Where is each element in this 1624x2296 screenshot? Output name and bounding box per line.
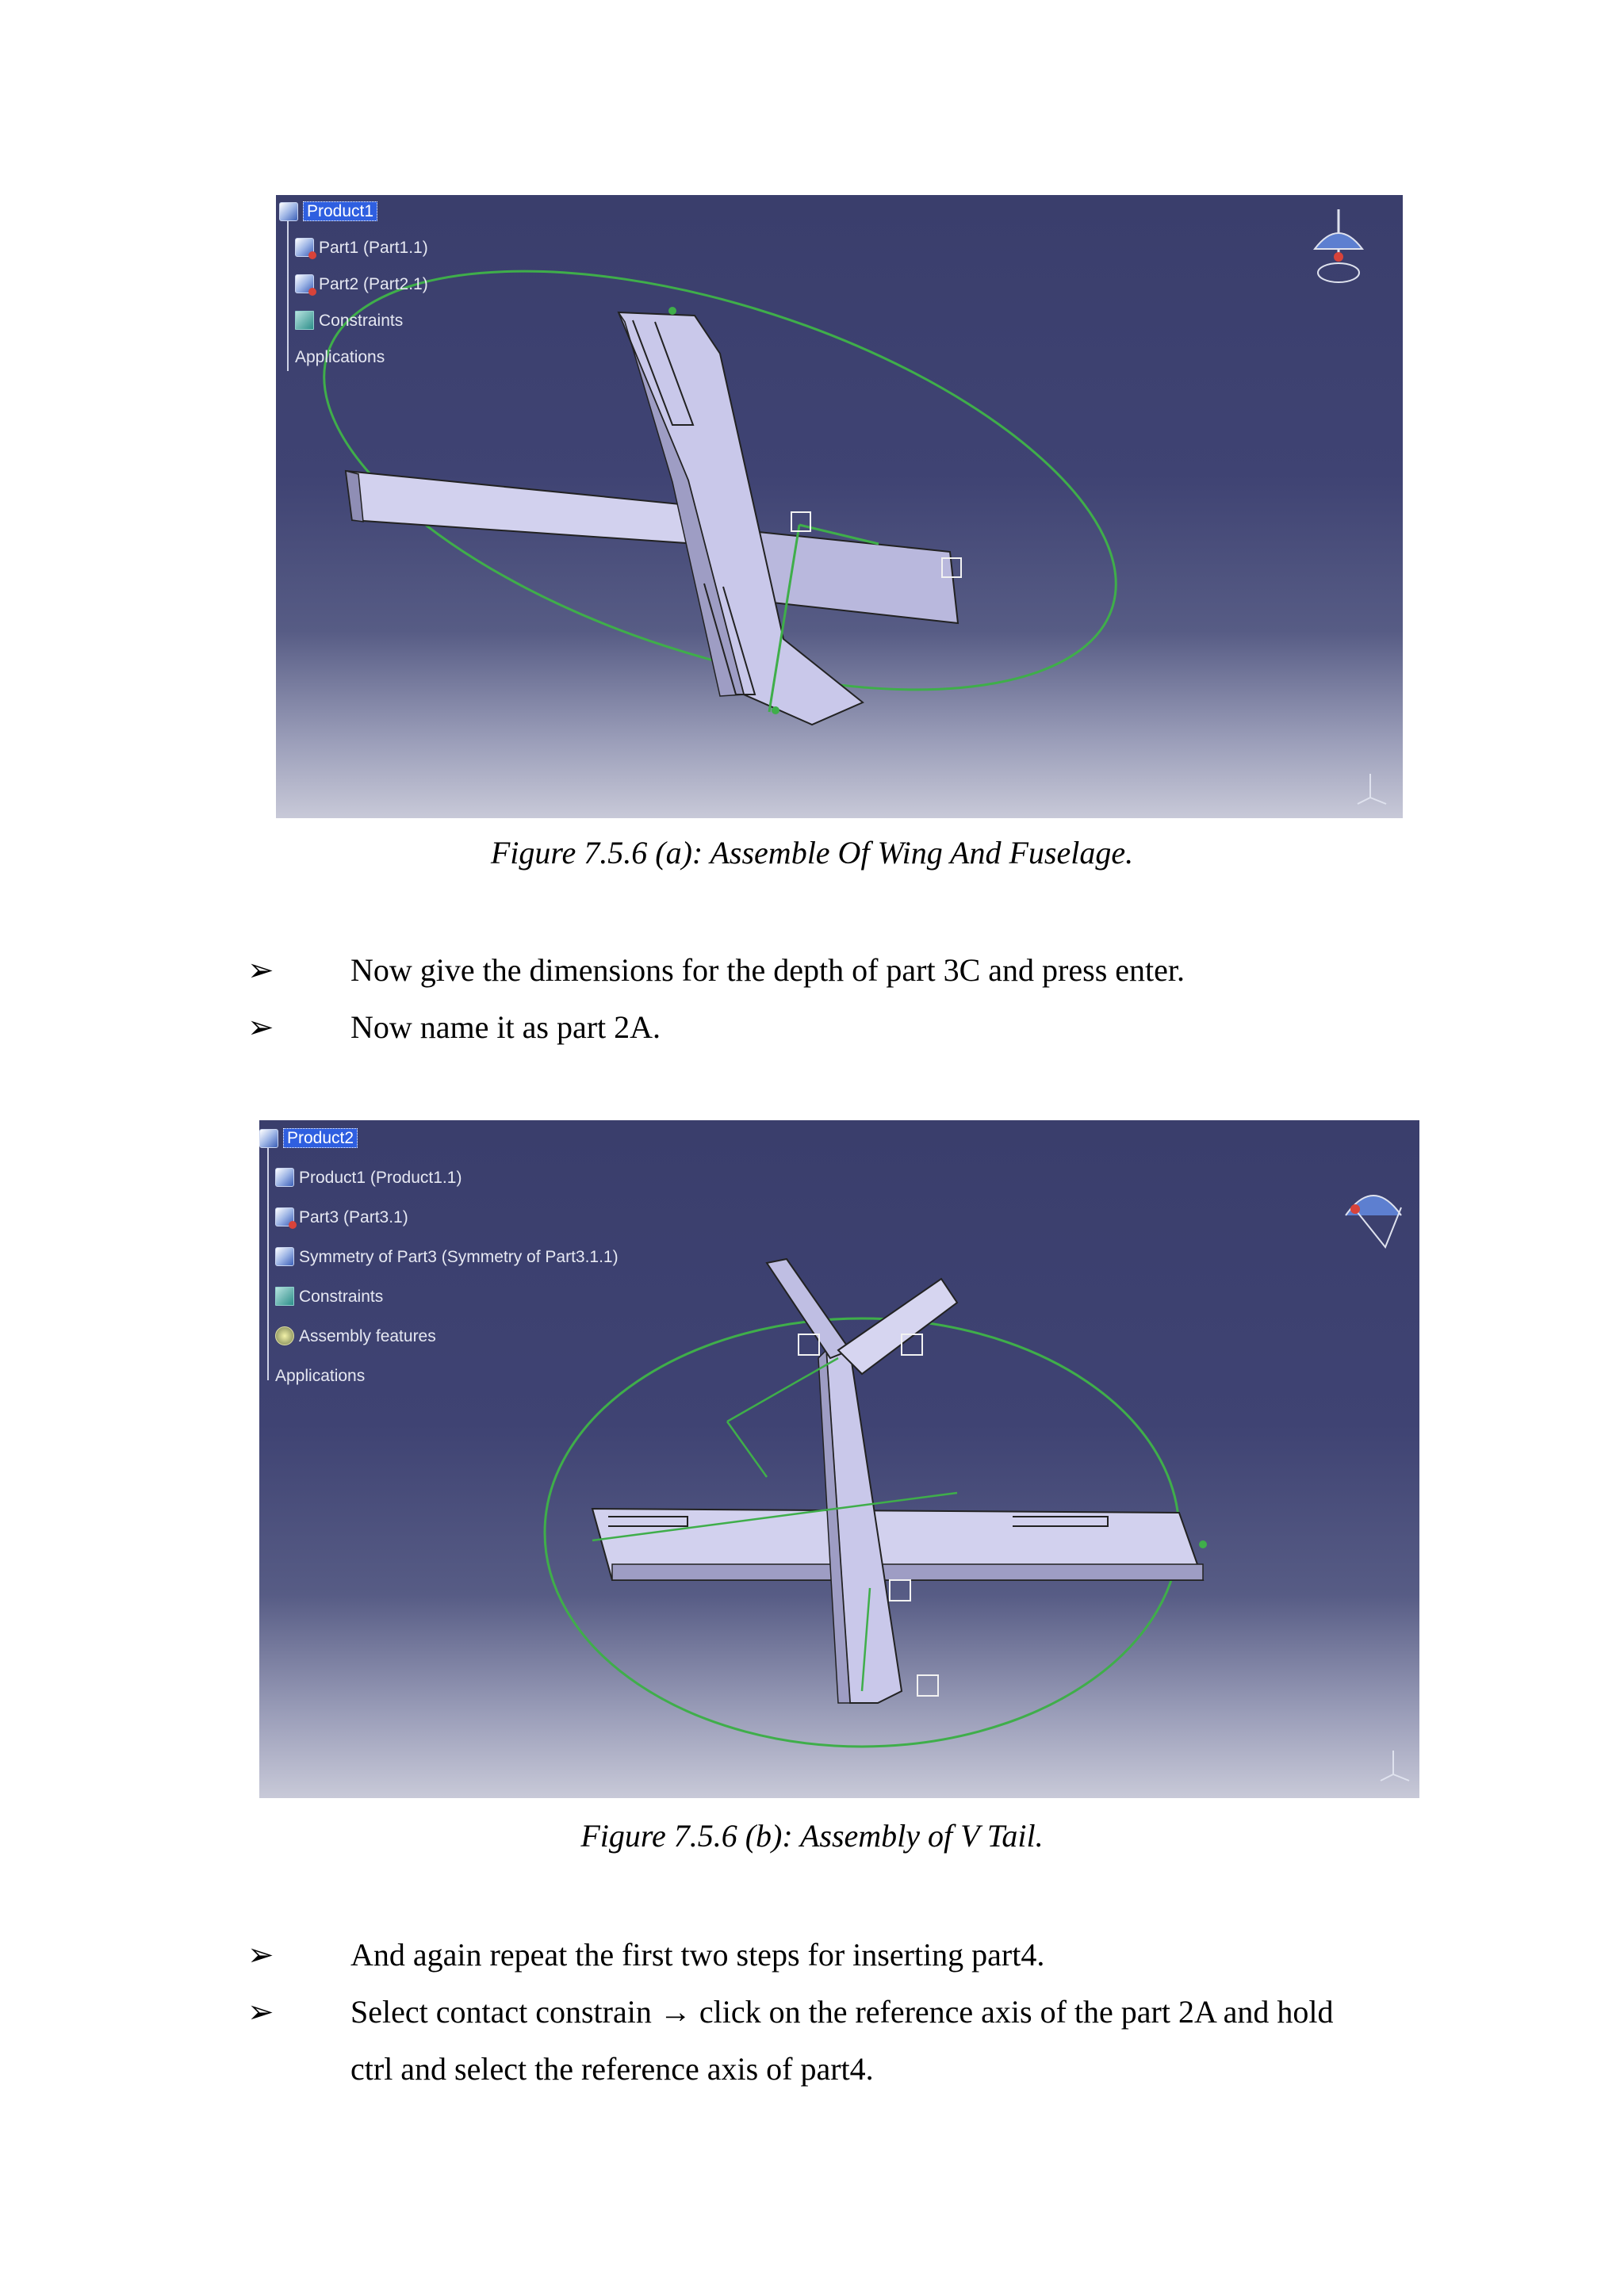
tree-item-label: Constraints	[299, 1287, 384, 1306]
figure-a-screenshot	[276, 195, 1403, 818]
tree-root-label: Product1	[303, 201, 377, 221]
spec-tree	[276, 195, 593, 401]
tree-item-label: Constraints	[319, 311, 404, 330]
tree-item-constraints[interactable]	[275, 1287, 383, 1306]
v-tail-right	[838, 1279, 957, 1374]
tree-root-label: Product2	[283, 1128, 358, 1148]
arrow-bullet-icon: ➢	[247, 1994, 274, 2030]
part-icon	[295, 274, 314, 293]
tree-item-symmetry[interactable]	[275, 1247, 619, 1266]
compass-icon[interactable]	[1307, 201, 1370, 297]
tree-item-label: Part3 (Part3.1)	[299, 1207, 408, 1226]
list-item: ➢ Now give the dimensions for the depth of part 3C and press enter.	[247, 942, 1437, 999]
gear-icon	[275, 1326, 294, 1345]
v-tail-left	[767, 1259, 850, 1358]
list-item-continuation: ctrl and select the reference axis of part4.	[350, 2051, 874, 2087]
figure-b-caption: Figure 7.5.6 (b): Assembly of V Tail.	[580, 1818, 1044, 1854]
tree-item-label: Assembly features	[299, 1326, 436, 1345]
product-icon	[259, 1129, 278, 1148]
figure-a-caption: Figure 7.5.6 (a): Assemble Of Wing And Fuselage.	[490, 835, 1134, 871]
figure-b-screenshot	[259, 1120, 1419, 1798]
part-icon	[295, 238, 314, 257]
tree-item-label: Product1 (Product1.1)	[299, 1168, 462, 1187]
tree-item-applications[interactable]	[275, 1368, 365, 1384]
constraints-icon	[295, 311, 314, 330]
tree-item-part1[interactable]	[295, 238, 428, 257]
tree-item-applications[interactable]	[295, 349, 385, 365]
list-item: ➢ And again repeat the first two steps for inserting part4.	[247, 1927, 1437, 1984]
tree-item-assembly-features[interactable]	[275, 1326, 436, 1345]
tree-item-label: Part1 (Part1.1)	[319, 238, 428, 257]
arrow-bullet-icon: ➢	[247, 1009, 274, 1045]
tree-root[interactable]	[279, 201, 377, 221]
product-icon	[275, 1168, 294, 1187]
tree-item-product1[interactable]	[275, 1168, 462, 1187]
tree-item-label: Symmetry of Part3 (Symmetry of Part3.1.1)	[299, 1247, 619, 1266]
tree-item-label: Part2 (Part2.1)	[319, 274, 428, 293]
part-icon	[275, 1207, 294, 1226]
tree-item-label: Applications	[295, 348, 385, 366]
list-item: ➢ Now name it as part 2A.	[247, 999, 1437, 1056]
list-item: ➢ Select contact constrain → click on the reference axis of the part 2A and hold	[247, 1984, 1437, 2041]
arrow-bullet-icon: ➢	[247, 952, 274, 988]
tree-item-label: Applications	[275, 1367, 366, 1385]
spec-tree	[259, 1120, 735, 1406]
constraints-icon	[275, 1287, 294, 1306]
compass-icon[interactable]	[1338, 1176, 1409, 1263]
symmetry-icon	[275, 1247, 294, 1266]
tree-item-constraints[interactable]	[295, 311, 403, 330]
axis-triad-icon	[1381, 1751, 1409, 1781]
axis-triad-icon	[1358, 774, 1386, 804]
arrow-bullet-icon: ➢	[247, 1937, 274, 1973]
tree-item-part2[interactable]	[295, 274, 428, 293]
tree-item-part3[interactable]	[275, 1207, 408, 1226]
product-icon	[279, 202, 298, 221]
left-wing	[346, 471, 698, 544]
tree-root[interactable]	[259, 1128, 358, 1148]
